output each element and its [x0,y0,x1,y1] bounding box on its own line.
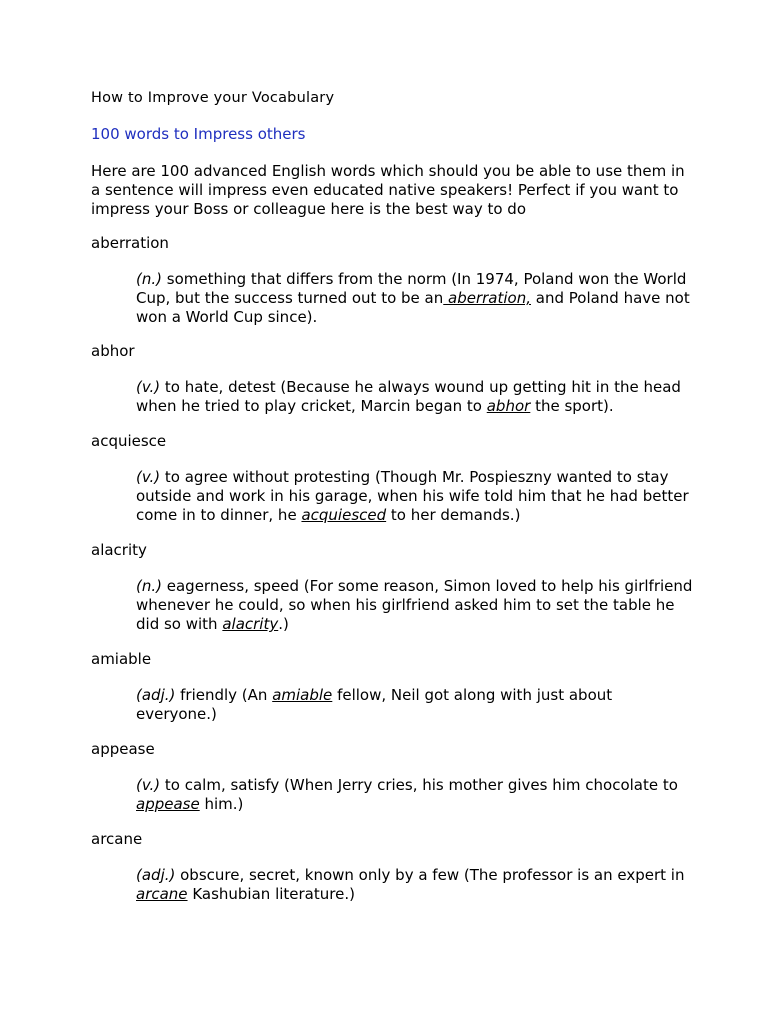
entry-definition [136,378,696,416]
entry-definition [136,686,696,724]
entry-word: aberration [91,234,169,252]
definition-text: something that differs from the norm (In 1974, Poland won the World Cup, but the success turned out to be an [136,270,687,307]
document-title: How to Improve your Vocabulary [91,90,335,106]
document-subtitle: 100 words to Impress others [91,125,306,143]
definition-text: eagerness, speed (For some reason, Simon loved to help his girlfriend whenever he could, so when his girlfriend asked him to set the table he did so with [136,577,693,633]
entry-word: abhor [91,342,135,360]
entry-word: amiable [91,650,152,668]
entry-word: alacrity [91,541,147,559]
entry-definition [136,270,696,327]
entry-definition [136,866,696,904]
definition-text: him.) [199,795,244,813]
example-word: abhor [486,397,531,415]
definition-text: to her demands.) [386,506,521,524]
definition-text: to agree without protesting (Though Mr. Pospieszny wanted to stay outside and work in his garage, when his wife told him that he had better come in to dinner, he [136,468,689,524]
example-word: amiable [272,686,333,704]
vocab-entry-amiable [91,650,691,724]
entry-definition [136,468,696,525]
example-word: aberration, [443,289,531,307]
example-word: appease [136,795,200,813]
definition-text: friendly (An [175,686,273,704]
entry-word: acquiesce [91,432,167,450]
vocab-entry-appease [91,740,691,814]
entry-word: arcane [91,830,143,848]
part-of-speech: (n.) [136,577,162,595]
intro-paragraph: Here are 100 advanced English words which should you be able to use them in a sentence will impress even educated native speakers! Perfect if you want to impress your Boss or colleague here is the best way to do [91,162,685,218]
entry-word: appease [91,740,155,758]
part-of-speech: (v.) [136,776,161,794]
definition-text: Kashubian literature.) [187,885,355,903]
vocab-entry-alacrity [91,541,691,634]
vocab-entry-aberration [91,234,691,327]
definition-text: obscure, secret, known only by a few (The professor is an expert in [175,866,685,884]
definition-text: to hate, detest (Because he always wound up getting hit in the head when he tried to play cricket, Marcin began to [136,378,681,415]
example-word: acquiesced [301,506,387,524]
entry-definition [136,577,696,634]
part-of-speech: (n.) [136,270,162,288]
entry-definition [136,776,696,814]
vocab-entry-arcane [91,830,691,904]
definition-text: to calm, satisfy (When Jerry cries, his mother gives him chocolate to [160,776,678,794]
part-of-speech: (v.) [136,378,161,396]
vocab-entry-acquiesce [91,432,691,525]
definition-text: and Poland have not won a World Cup since). [136,289,690,326]
example-word: alacrity [222,615,279,633]
part-of-speech: (adj.) [136,686,176,704]
vocab-entry-abhor [91,342,691,416]
definition-text: fellow, Neil got along with just about everyone.) [136,686,613,723]
part-of-speech: (v.) [136,468,161,486]
example-word: arcane [136,885,188,903]
part-of-speech: (adj.) [136,866,176,884]
definition-text: the sport). [530,397,614,415]
definition-text: .) [278,615,289,633]
